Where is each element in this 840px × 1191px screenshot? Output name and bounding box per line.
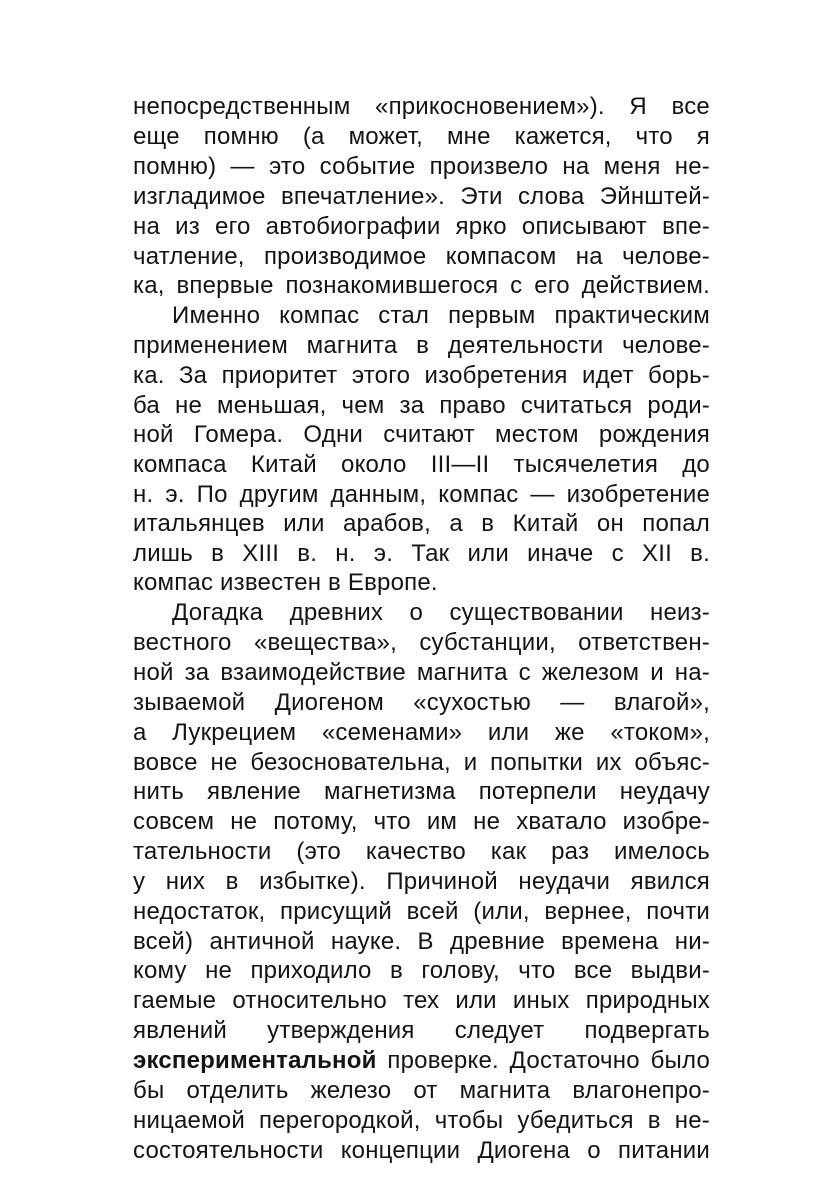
text-line-18: Догадка древних о существовании неиз- bbox=[172, 599, 710, 626]
text-line-33 bbox=[133, 1046, 710, 1076]
text-line-8: Именно компас стал первым практическим bbox=[172, 302, 710, 329]
text-line-3: помню) — это событие произвело на меня не- bbox=[133, 153, 710, 180]
text-line-31: гаемые относительно тех или иных природных bbox=[133, 987, 710, 1014]
text-line-25: совсем не потому, что им не хватало изобре- bbox=[133, 808, 710, 835]
emphasis-word: экспериментальной bbox=[133, 1047, 377, 1074]
text-line-7: ка, впервые познакомившегося с его действием. bbox=[133, 272, 710, 299]
text-line-27: у них в избытке). Причиной неудачи явился bbox=[133, 868, 710, 895]
text-line-10: ка. За приоритет этого изобретения идет борь- bbox=[133, 362, 710, 389]
text-line-5: на из его автобиографии ярко описывают впе- bbox=[133, 213, 710, 240]
text-line-26: тательности (это качество как раз имелось bbox=[133, 838, 710, 865]
text-line-19: вестного «вещества», субстанции, ответствен- bbox=[133, 629, 710, 656]
text-line-4: изгладимое впечатление». Эти слова Эйнштей- bbox=[133, 183, 710, 210]
text-line-32: явлений утверждения следует подвергать bbox=[133, 1017, 710, 1044]
text-line-35: ницаемой перегородкой, чтобы убедиться в не- bbox=[133, 1107, 710, 1134]
text-line-20: ной за взаимодействие магнита с железом и на- bbox=[133, 659, 710, 686]
text-line-6: чатление, производимое компасом на челове- bbox=[133, 243, 710, 270]
text-line-12: ной Гомера. Одни считают местом рождения bbox=[133, 421, 710, 448]
text-line-14: н. э. По другим данным, компас — изобретение bbox=[133, 481, 710, 508]
text-line-17: компас известен в Европе. bbox=[133, 569, 438, 596]
text-line-15: итальянцев или арабов, а в Китай он попал bbox=[133, 510, 710, 537]
text-line-9: применением магнита в деятельности челове- bbox=[133, 332, 710, 359]
text-line-22: а Лукрецием «семенами» или же «током», bbox=[133, 719, 710, 746]
text-line-2: еще помню (а может, мне кажется, что я bbox=[133, 123, 710, 150]
text-line-28: недостаток, присущий всей (или, вернее, почти bbox=[133, 898, 710, 925]
text-line-23: вовсе не безосновательна, и попытки их объяс- bbox=[133, 749, 710, 776]
text-line-1: непосредственным «прикосновением»). Я все bbox=[133, 93, 710, 120]
text-line-21: зываемой Диогеном «сухостью — влагой», bbox=[133, 689, 710, 716]
text-line-24: нить явление магнетизма потерпели неудачу bbox=[133, 778, 710, 805]
text-line-16: лишь в XIII в. н. э. Так или иначе с XII в. bbox=[133, 540, 710, 567]
text-line-13: компаса Китай около III—II тысячелетия до bbox=[133, 451, 710, 478]
text-line-30: кому не приходило в голову, что все выдви- bbox=[133, 957, 710, 984]
text-line-29: всей) античной науке. В древние времена ни- bbox=[133, 928, 710, 955]
text-line-11: ба не меньшая, чем за право считаться роди- bbox=[133, 392, 710, 419]
text-line-36: состоятельности концепции Диогена о питании bbox=[133, 1137, 710, 1164]
text-line-33-rest: проверке. Достаточно было bbox=[376, 1047, 710, 1074]
text-line-34: бы отделить железо от магнита влагонепро- bbox=[133, 1077, 710, 1104]
